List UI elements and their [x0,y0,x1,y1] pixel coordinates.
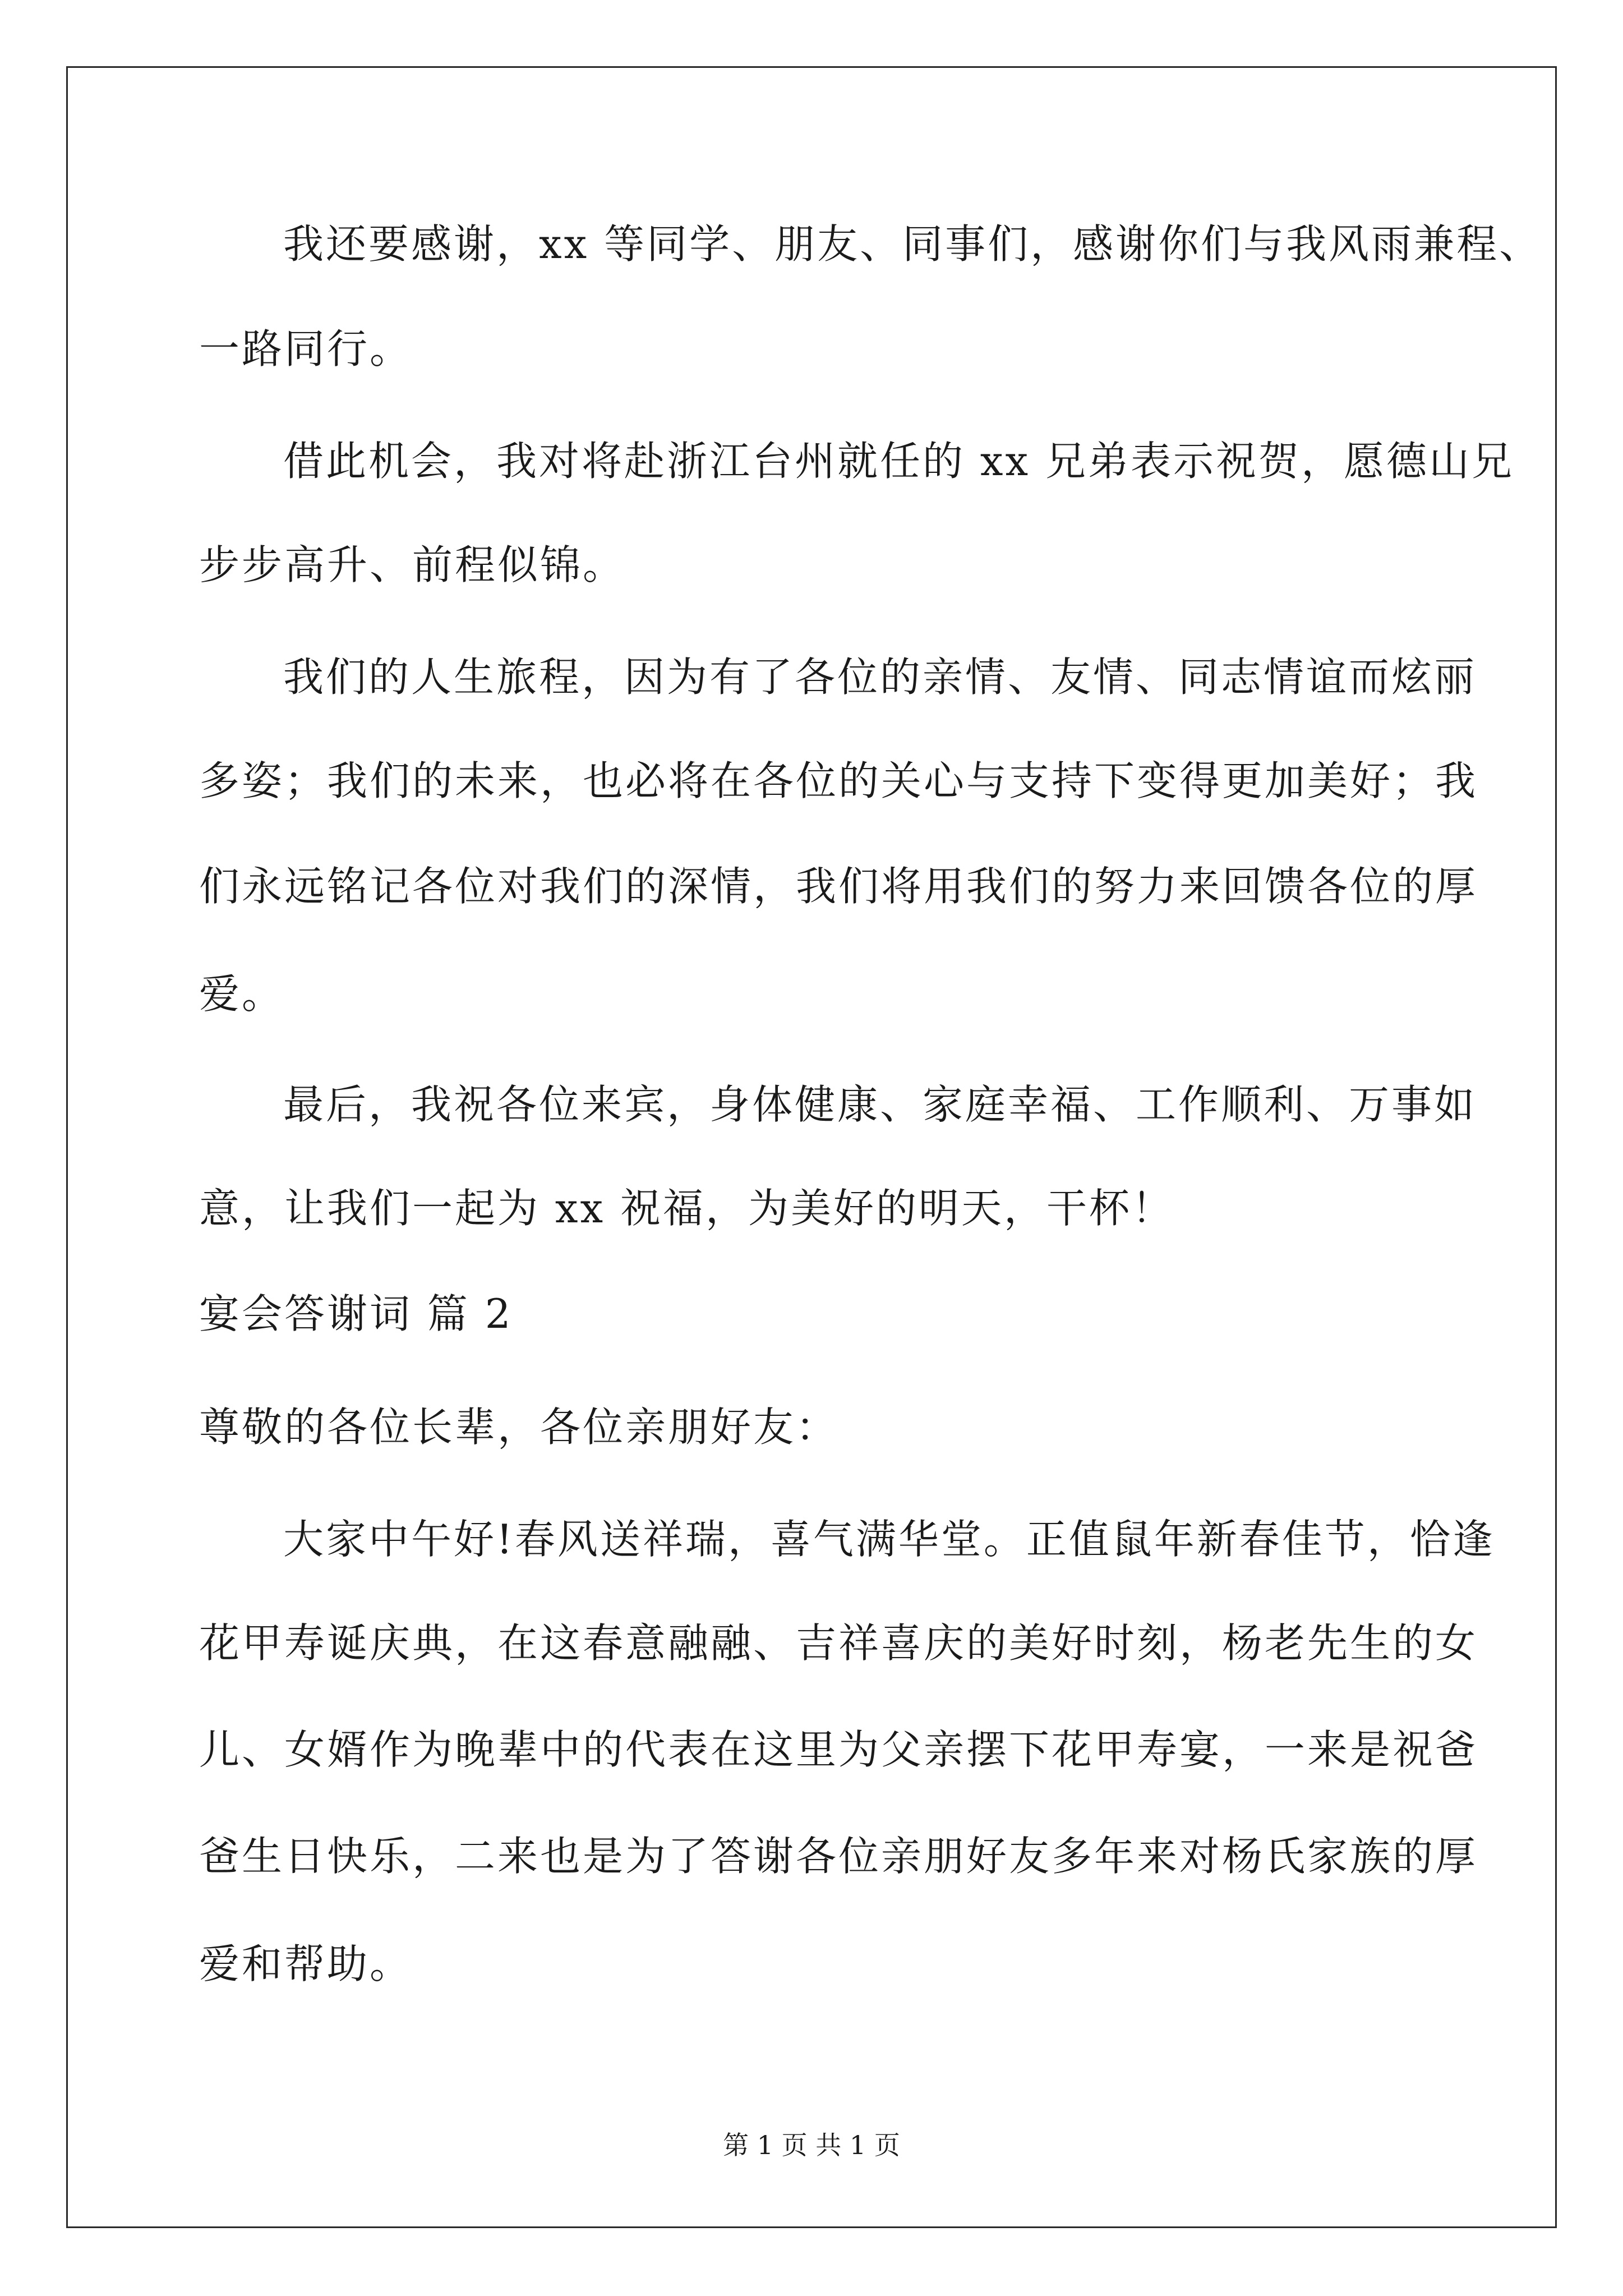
text-line: 爱和帮助。 [199,1940,413,1987]
text-line: 我还要感谢，xx 等同学、朋友、同事们，感谢你们与我风雨兼程、 [283,220,1542,268]
text-line: 多姿；我们的未来，也必将在各位的关心与支持下变得更加美好；我 [199,757,1478,804]
text-line: 爸生日快乐，二来也是为了答谢各位亲朋好友多年来对杨氏家族的厚 [199,1833,1478,1880]
text-line: 步步高升、前程似锦。 [199,541,626,588]
text-line: 们永远铭记各位对我们的深情，我们将用我们的努力来回馈各位的厚 [199,863,1478,910]
salutation: 尊敬的各位长辈，各位亲朋好友： [199,1404,839,1451]
text-line: 大家中午好!春风送祥瑞，喜气满华堂。正值鼠年新春佳节，恰逢 [283,1516,1495,1563]
text-line: 爱。 [199,970,285,1018]
text-line: 借此机会，我对将赴浙江台州就任的 xx 兄弟表示祝贺，愿德山兄 [283,438,1514,485]
text-line: 花甲寿诞庆典，在这春意融融、吉祥喜庆的美好时刻，杨老先生的女 [199,1619,1478,1667]
section-heading: 宴会答谢词 篇 2 [199,1290,513,1337]
text-line: 我们的人生旅程，因为有了各位的亲情、友情、同志情谊而炫丽 [283,654,1477,701]
text-line: 意，让我们一起为 xx 祝福，为美好的明天，干杯！ [199,1185,1174,1232]
page-border [66,66,1557,2228]
text-line: 最后，我祝各位来宾，身体健康、家庭幸福、工作顺利、万事如 [283,1081,1477,1128]
text-line: 儿、女婿作为晚辈中的代表在这里为父亲摆下花甲寿宴，一来是祝爸 [199,1726,1478,1773]
text-line: 一路同行。 [199,325,413,372]
page-footer: 第 1 页 共 1 页 [723,2130,900,2160]
